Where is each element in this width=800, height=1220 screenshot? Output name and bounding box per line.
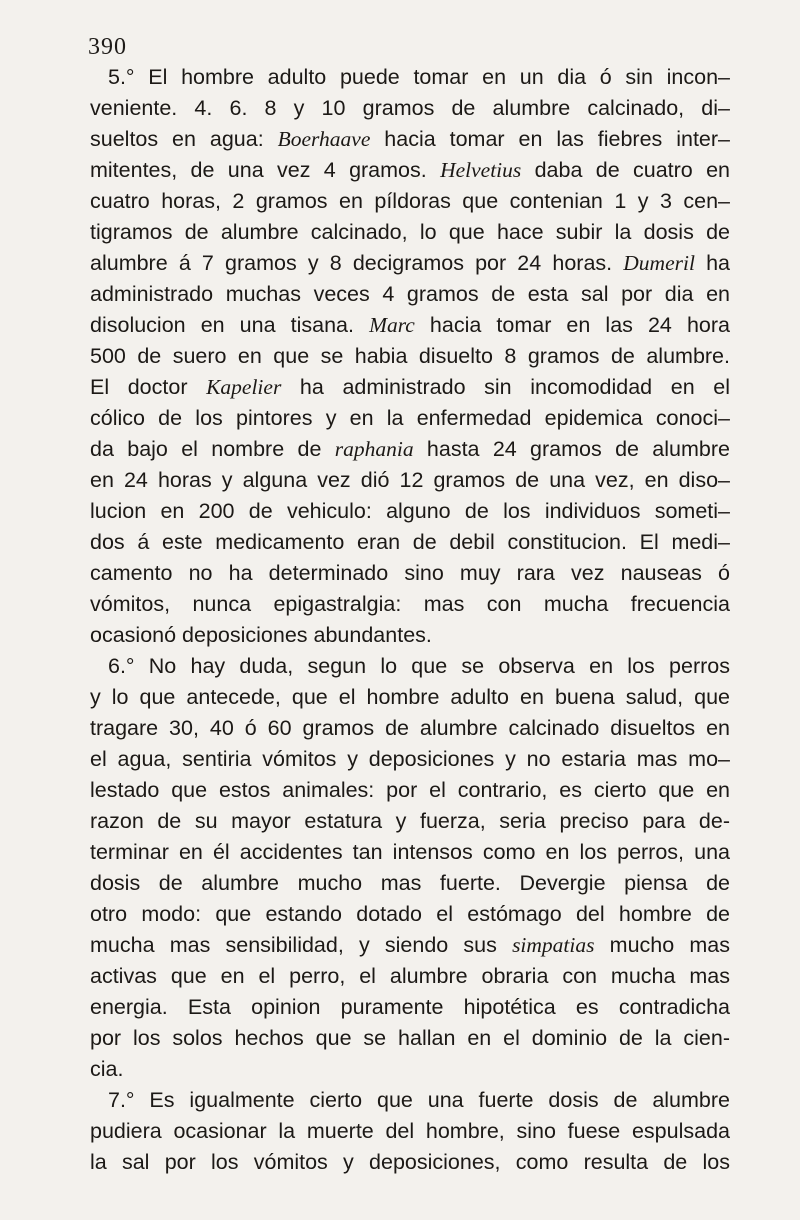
italic-name: raphania — [334, 437, 414, 461]
text-line — [90, 124, 730, 155]
italic-name: simpatias — [512, 933, 595, 957]
text-fragment: 6.° No hay duda, segun lo que se observa en los perros — [108, 654, 730, 678]
text-fragment: mucha mas sensibilidad, y siendo sus — [90, 933, 513, 957]
text-line — [90, 341, 730, 372]
text-fragment: razon de su mayor estatura y fuerza, seria preciso para de- — [90, 809, 730, 833]
text-fragment: la sal por los vómitos y deposiciones, como resulta de los — [90, 1150, 730, 1174]
text-line — [90, 992, 730, 1023]
text-line — [90, 1054, 730, 1085]
text-fragment: dos á este medicamento eran de debil constitucion. El medi– — [90, 530, 730, 554]
text-fragment: administrado muchas veces 4 gramos de esta sal por dia en — [90, 282, 730, 306]
text-line — [90, 837, 730, 868]
text-fragment: por los solos hechos que se hallan en el dominio de la cien- — [90, 1026, 730, 1050]
page-number: 390 — [88, 34, 127, 60]
text-line — [90, 930, 730, 961]
text-fragment: hasta 24 gramos de alumbre — [413, 437, 730, 461]
text-fragment: da bajo el nombre de — [90, 437, 335, 461]
text-fragment: otro modo: que estando dotado el estómago del hombre de — [90, 902, 730, 926]
text-fragment: ha — [694, 251, 730, 275]
text-fragment: daba de cuatro en — [521, 158, 730, 182]
text-line — [90, 1085, 730, 1116]
text-fragment: 7.° Es igualmente cierto que una fuerte dosis de alumbre — [108, 1088, 730, 1112]
text-line — [90, 620, 730, 651]
italic-name: Kapelier — [206, 375, 282, 399]
text-fragment: tragare 30, 40 ó 60 gramos de alumbre calcinado disueltos en — [90, 716, 730, 740]
text-line — [90, 806, 730, 837]
text-line — [90, 558, 730, 589]
text-line — [90, 682, 730, 713]
body-text — [90, 62, 730, 1178]
text-fragment: 5.° El hombre adulto puede tomar en un dia ó sin incon– — [108, 65, 730, 89]
text-fragment: ocasionó deposiciones abundantes. — [90, 623, 432, 647]
text-fragment: vómitos, nunca epigastralgia: mas con mucha frecuencia — [90, 592, 730, 616]
text-line — [90, 93, 730, 124]
text-fragment: terminar en él accidentes tan intensos como en los perros, una — [90, 840, 730, 864]
text-fragment: hacia tomar en las fiebres inter– — [370, 127, 730, 151]
italic-name: Helvetius — [440, 158, 522, 182]
text-fragment: lestado que estos animales: por el contrario, es cierto que en — [90, 778, 730, 802]
text-line — [90, 868, 730, 899]
text-fragment: dosis de alumbre mucho mas fuerte. Devergie piensa de — [90, 871, 730, 895]
text-fragment: cuatro horas, 2 gramos en píldoras que contenian 1 y 3 cen– — [90, 189, 730, 213]
text-fragment: ha administrado sin incomodidad en el — [281, 375, 730, 399]
text-fragment: sueltos en agua: — [90, 127, 278, 151]
text-fragment: camento no ha determinado sino muy rara vez nauseas ó — [90, 561, 730, 585]
text-line — [90, 961, 730, 992]
italic-name: Marc — [369, 313, 415, 337]
text-fragment: tigramos de alumbre calcinado, lo que hace subir la dosis de — [90, 220, 730, 244]
text-line — [90, 744, 730, 775]
text-fragment: cia. — [90, 1057, 124, 1081]
italic-name: Boerhaave — [277, 127, 371, 151]
text-line — [90, 403, 730, 434]
text-fragment: 500 de suero en que se habia disuelto 8 gramos de alumbre. — [90, 344, 730, 368]
text-line — [90, 527, 730, 558]
italic-name: Dumeril — [623, 251, 695, 275]
text-fragment: disolucion en una tisana. — [90, 313, 370, 337]
text-line — [90, 372, 730, 403]
text-line — [90, 899, 730, 930]
text-line — [90, 465, 730, 496]
text-line — [90, 651, 730, 682]
text-line — [90, 496, 730, 527]
text-line — [90, 1147, 730, 1178]
text-line — [90, 279, 730, 310]
text-line — [90, 186, 730, 217]
text-line — [90, 713, 730, 744]
text-fragment: hacia tomar en las 24 hora — [414, 313, 730, 337]
text-fragment: mitentes, de una vez 4 gramos. — [90, 158, 441, 182]
text-fragment: veniente. 4. 6. 8 y 10 gramos de alumbre calcinado, di– — [90, 96, 730, 120]
text-line — [90, 775, 730, 806]
text-line — [90, 434, 730, 465]
text-fragment: el agua, sentiria vómitos y deposiciones y no estaria mas mo– — [90, 747, 730, 771]
text-line — [90, 1116, 730, 1147]
text-fragment: energia. Esta opinion puramente hipotética es contradicha — [90, 995, 730, 1019]
text-line — [90, 62, 730, 93]
text-fragment: mucho mas — [594, 933, 730, 957]
text-fragment: El doctor — [90, 375, 207, 399]
text-fragment: activas que en el perro, el alumbre obraria con mucha mas — [90, 964, 730, 988]
text-line — [90, 589, 730, 620]
text-fragment: en 24 horas y alguna vez dió 12 gramos de una vez, en diso– — [90, 468, 730, 492]
text-fragment: pudiera ocasionar la muerte del hombre, sino fuese espulsada — [90, 1119, 730, 1143]
text-fragment: y lo que antecede, que el hombre adulto en buena salud, que — [90, 685, 730, 709]
text-line — [90, 248, 730, 279]
text-line — [90, 217, 730, 248]
text-line — [90, 310, 730, 341]
text-fragment: alumbre á 7 gramos y 8 decigramos por 24 horas. — [90, 251, 624, 275]
text-line — [90, 155, 730, 186]
text-line — [90, 1023, 730, 1054]
text-fragment: lucion en 200 de vehiculo: alguno de los individuos someti– — [90, 499, 730, 523]
text-fragment: cólico de los pintores y en la enfermedad epidemica conoci– — [90, 406, 730, 430]
